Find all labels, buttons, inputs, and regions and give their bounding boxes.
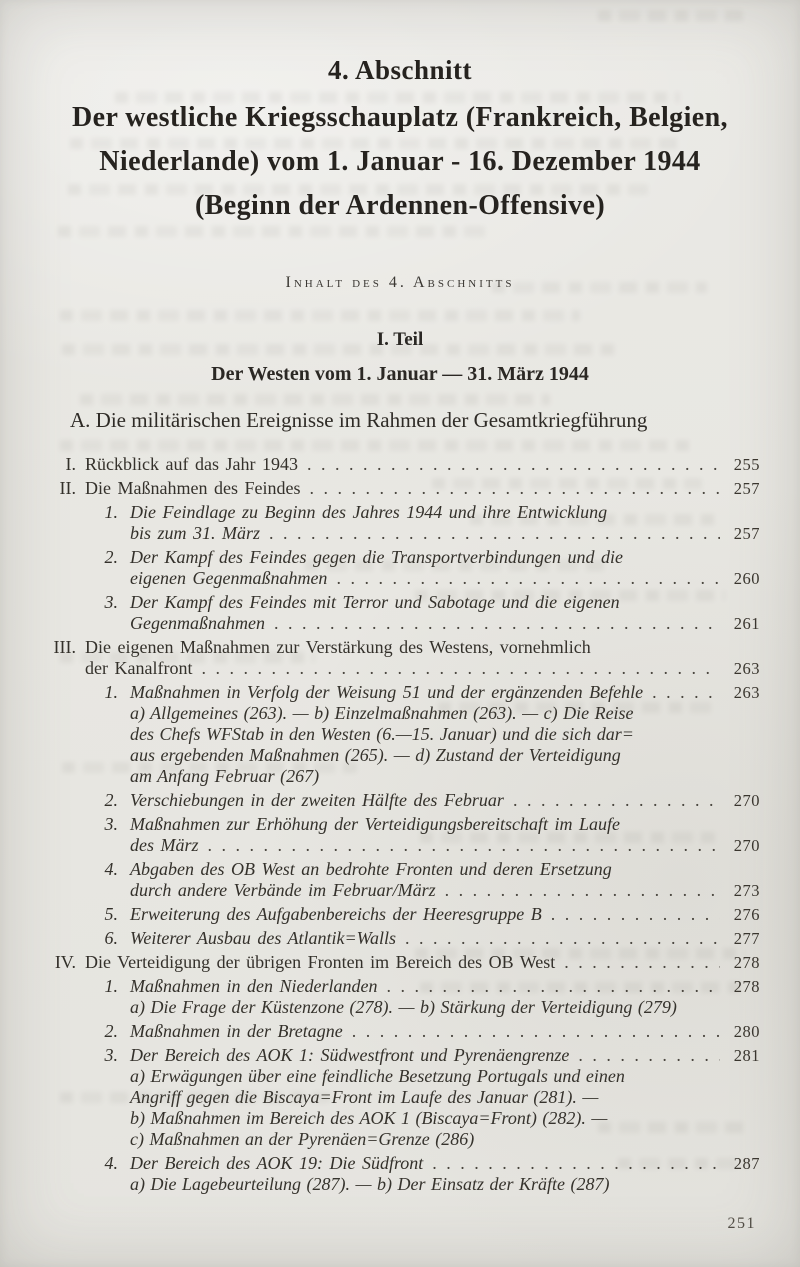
toc-leader-dots <box>432 1153 720 1174</box>
toc-entry-label: eigenen Gegenmaßnahmen <box>130 568 328 588</box>
chapter-title-line: (Beginn der Ardennen-Offensive) <box>194 190 606 221</box>
toc-leader-dots <box>578 1045 720 1066</box>
section-a-heading: A. Die militärischen Ereignisse im Rahmen der Gesamtkriegführung <box>70 408 648 432</box>
toc-page-number: 261 <box>733 614 760 633</box>
toc-leader-dots <box>652 682 720 703</box>
toc-page-number: 280 <box>733 1022 760 1041</box>
toc-entry-number: 5. <box>104 904 118 924</box>
toc-entry-label: Rückblick auf das Jahr 1943 <box>85 454 298 474</box>
table-of-contents <box>0 454 800 1195</box>
toc-entry-number: 3. <box>104 592 118 612</box>
toc-entry <box>48 592 760 634</box>
toc-page-number: 277 <box>733 929 760 948</box>
toc-leader-dots <box>269 523 720 544</box>
toc-entry <box>48 814 760 856</box>
toc-entry-number: IV. <box>54 952 76 972</box>
toc-entry-label: durch andere Verbände im Februar/März <box>130 880 436 900</box>
toc-page-number: 255 <box>733 455 760 474</box>
toc-entry-number: 1. <box>104 502 118 522</box>
toc-entry-number: III. <box>53 637 76 657</box>
toc-entry <box>48 478 760 499</box>
toc-entry <box>48 1045 760 1150</box>
toc-entry-note: a) Erwägungen über eine feindliche Besetzung Portugals und einen <box>130 1066 625 1086</box>
contents-heading: Inhalt des 4. Abschnitts <box>285 274 515 291</box>
toc-entry-note: a) Die Lagebeurteilung (287). — b) Der Einsatz der Kräfte (287) <box>130 1174 610 1194</box>
toc-leader-dots <box>386 976 720 997</box>
toc-page-number: 278 <box>733 977 760 996</box>
toc-entry-label: Der Bereich des AOK 1: Südwestfront und Pyrenäengrenze <box>130 1045 570 1065</box>
toc-entry <box>48 1153 760 1195</box>
toc-leader-dots <box>564 952 720 973</box>
toc-entry-label: Die Feindlage zu Beginn des Jahres 1944 und ihre Entwicklung <box>130 502 608 522</box>
bleed-through-artifact <box>60 440 690 451</box>
toc-page-number: 273 <box>733 881 760 900</box>
toc-entry <box>48 928 760 949</box>
toc-entry-label: Die Maßnahmen des Feindes <box>85 478 301 498</box>
toc-entry-number: 1. <box>104 976 118 996</box>
folio-page-number: 251 <box>727 1215 756 1232</box>
toc-entry-label: Gegenmaßnahmen <box>130 613 265 633</box>
toc-leader-dots <box>551 904 720 925</box>
toc-entry-number: 3. <box>104 1045 118 1065</box>
bleed-through-artifact <box>60 310 580 321</box>
toc-entry-number: II. <box>59 478 76 498</box>
toc-entry-note: a) Allgemeines (263). — b) Einzelmaßnahmen (263). — c) Die Reise <box>130 703 634 723</box>
toc-page-number: 270 <box>733 836 760 855</box>
toc-entry-note: a) Die Frage der Küstenzone (278). — b) Stärkung der Verteidigung (279) <box>130 997 677 1017</box>
part-subheading: Der Westen vom 1. Januar — 31. März 1944 <box>211 363 589 385</box>
toc-entry-number: 3. <box>104 814 118 834</box>
toc-page-number: 270 <box>733 791 760 810</box>
toc-leader-dots <box>445 880 720 901</box>
toc-leader-dots <box>405 928 720 949</box>
toc-entry-note: b) Maßnahmen im Bereich des AOK 1 (Biscaya=Front) (282). — <box>130 1108 608 1128</box>
toc-entry-note: c) Maßnahmen an der Pyrenäen=Grenze (286) <box>130 1129 475 1149</box>
toc-entry-number: 2. <box>104 547 118 567</box>
part-heading: I. Teil <box>376 329 424 350</box>
toc-leader-dots <box>309 478 720 499</box>
section-kicker: 4. Abschnitt <box>327 55 473 85</box>
toc-entry-label: Die Verteidigung der übrigen Fronten im Bereich des OB West <box>85 952 556 972</box>
toc-entry <box>48 502 760 544</box>
toc-leader-dots <box>513 790 720 811</box>
toc-page-number: 281 <box>733 1046 760 1065</box>
toc-entry-number: 2. <box>104 790 118 810</box>
toc-entry-label: Maßnahmen in der Bretagne <box>130 1021 343 1041</box>
toc-entry <box>48 904 760 925</box>
toc-entry-label: Die eigenen Maßnahmen zur Verstärkung des Westens, vornehmlich <box>85 637 591 657</box>
toc-entry-number: 4. <box>104 859 118 879</box>
toc-leader-dots <box>201 658 720 679</box>
toc-entry-label: Maßnahmen in den Niederlanden <box>130 976 378 996</box>
toc-entry <box>48 637 760 679</box>
toc-entry-note: aus ergebenden Maßnahmen (265). — d) Zustand der Verteidigung <box>130 745 621 765</box>
toc-entry-label: Der Bereich des AOK 19: Die Südfront <box>130 1153 424 1173</box>
toc-entry-number: I. <box>65 454 76 474</box>
toc-entry-label: bis zum 31. März <box>130 523 261 543</box>
toc-entry <box>48 454 760 475</box>
chapter-title-line: Der westliche Kriegsschauplatz (Frankreich, Belgien, <box>72 102 728 133</box>
chapter-title-line: Niederlande) vom 1. Januar - 16. Dezember 1944 <box>99 146 701 177</box>
toc-entry <box>48 952 760 973</box>
toc-entry-label: Maßnahmen in Verfolg der Weisung 51 und der ergänzenden Befehle <box>130 682 644 702</box>
toc-entry-number: 1. <box>104 682 118 702</box>
toc-page-number: 276 <box>733 905 760 924</box>
toc-page-number: 278 <box>733 953 760 972</box>
toc-page-number: 260 <box>733 569 760 588</box>
toc-page-number: 287 <box>733 1154 760 1173</box>
toc-entry-number: 6. <box>104 928 118 948</box>
toc-entry-label: Abgaben des OB West an bedrohte Fronten und deren Ersetzung <box>130 859 612 879</box>
toc-entry-note: des Chefs WFStab in den Westen (6.—15. Januar) und die sich dar= <box>130 724 634 744</box>
toc-entry <box>48 976 760 1018</box>
toc-entry-label: Der Kampf des Feindes mit Terror und Sabotage und die eigenen <box>130 592 620 612</box>
toc-entry-label: des März <box>130 835 199 855</box>
toc-entry-note: am Anfang Februar (267) <box>130 766 320 786</box>
toc-leader-dots <box>208 835 721 856</box>
toc-leader-dots <box>352 1021 720 1042</box>
toc-entry <box>48 859 760 901</box>
toc-page-number: 263 <box>733 659 760 678</box>
toc-entry-label: der Kanalfront <box>85 658 193 678</box>
toc-leader-dots <box>336 568 720 589</box>
toc-entry-number: 2. <box>104 1021 118 1041</box>
toc-entry-label: Verschiebungen in der zweiten Hälfte des Februar <box>130 790 504 810</box>
toc-page-number: 257 <box>733 524 760 543</box>
chapter-title <box>0 96 800 228</box>
toc-entry-label: Erweiterung des Aufgabenbereichs der Heeresgruppe B <box>130 904 542 924</box>
toc-leader-dots <box>274 613 720 634</box>
toc-entry-label: Weiterer Ausbau des Atlantik=Walls <box>130 928 396 948</box>
toc-entry-label: Maßnahmen zur Erhöhung der Verteidigungsbereitschaft im Laufe <box>130 814 620 834</box>
bleed-through-artifact <box>80 394 550 405</box>
toc-entry-number: 4. <box>104 1153 118 1173</box>
toc-entry <box>48 1021 760 1042</box>
toc-entry-label: Der Kampf des Feindes gegen die Transportverbindungen und die <box>130 547 623 567</box>
toc-entry <box>48 547 760 589</box>
toc-entry-note: Angriff gegen die Biscaya=Front im Laufe des Januar (281). — <box>130 1087 599 1107</box>
toc-page-number: 257 <box>733 479 760 498</box>
toc-entry <box>48 790 760 811</box>
toc-leader-dots <box>307 454 720 475</box>
toc-page-number: 263 <box>733 683 760 702</box>
toc-entry <box>48 682 760 787</box>
